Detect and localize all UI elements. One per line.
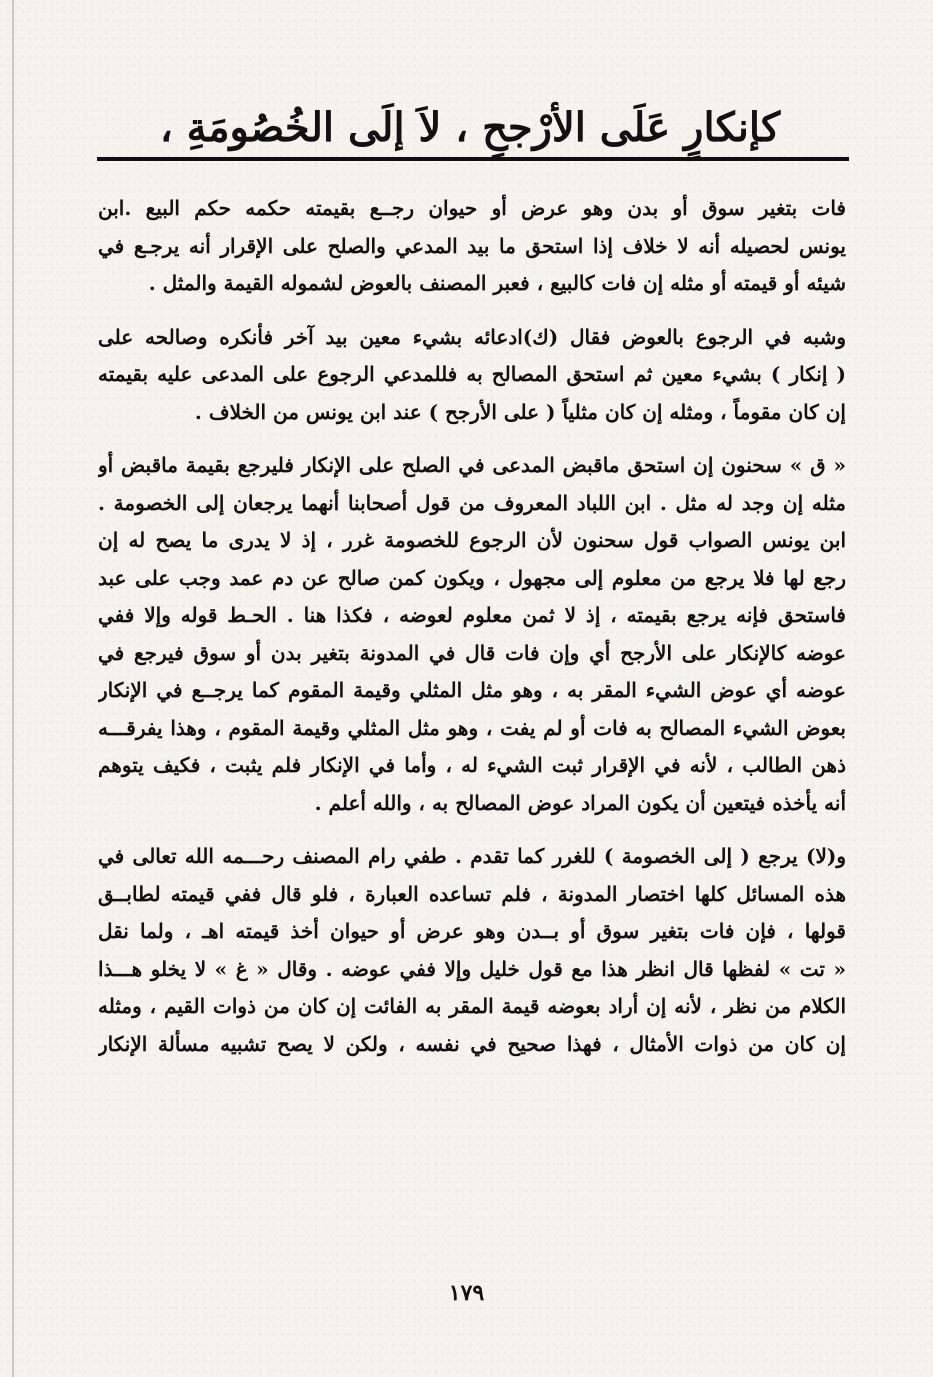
text-line: ابن يونس الصواب قول سحنون لأن الرجوع للخصومة غرر ، إذ لا يدرى ما يصح له إن	[98, 528, 846, 552]
text-line: وشبه في الرجوع بالعوض فقال (ك)ادعائه بشيء معين بيد آخر فأنكره وصالحه على	[98, 324, 846, 349]
page-header-title: كإنكارٍ عَلَى الأرْجحِ ، لاَ إلَى الخُصُومَةِ ،	[159, 104, 781, 151]
text-line: ( إنكار ) بشيء معين ثم استحق المصالح به فللمدعي الرجوع على المدعى عليه بقيمته	[98, 362, 846, 386]
paragraph-1	[98, 190, 846, 303]
text-line: يونس لحصيله أنه لا خلاف إذا استحق ما بيد المدعي والصلح على الإقرار أنه يرجـع في	[98, 233, 846, 258]
text-line: مثله إن وجد له مثل . ابن اللباد المعروف من قول أصحابنا أنهما يرجعان إلى الخصومة .	[98, 490, 846, 515]
paragraph-3	[98, 447, 846, 822]
text-line: هذه المسائل كلها اختصار المدونة ، فلم تساعده العبارة ، فلو قال ففي قيمته لطابــق	[98, 881, 846, 906]
binding-edge-line	[12, 0, 14, 1377]
text-line: ذهن الطالب ، لأنه في الإقرار ثبت الشيء له ، وأما في الإنكار فلم يثبت ، فكيف يتوهم	[98, 753, 846, 777]
header-rule	[97, 157, 849, 161]
text-line: أنه يأخذه فيتعين أن يكون المراد عوض المصالح به ، والله أعلم .	[314, 790, 846, 815]
page-number: ١٧٩	[448, 1280, 485, 1306]
paragraph-2	[98, 319, 846, 432]
text-line: فات بتغير سوق أو بدن وهو عرض أو حيوان رجــع بقيمته حكمه حكم البيع .ابن	[98, 196, 846, 220]
text-line: « ق » سحنون إن استحق ماقبض المدعى في الصلح على الإنكار فليرجع بقيمة ماقبض أو	[98, 453, 846, 477]
text-line: إن كان من ذوات الأمثال ، فهذا صحيح في نفسه ، ولكن لا يصح تشبيه مسألة الإنكار	[98, 1031, 846, 1056]
paragraph-4	[98, 838, 846, 1063]
body-text	[98, 190, 846, 1063]
text-line: إن كان مقوماً ، ومثله إن كان مثلياً ( على الأرجح ) عند ابن يونس من الخلاف .	[194, 399, 846, 424]
text-line: و(لا) يرجع ( إلى الخصومة ) للغرر كما تقدم . طفي رام المصنف رحـــمه الله تعالى في	[98, 844, 846, 868]
text-line: فاستحق فإنه يرجع بقيمته ، إذ لا ثمن معلوم لعوضه ، فكذا هنا . الحـط قوله وإلا ففي	[98, 603, 846, 627]
text-line: عوضه أي عوض الشيء المقر به ، وهو مثل المثلي وقيمة المقوم كما يرجــع في الإنكار	[98, 678, 846, 702]
text-line: شيئه أو قيمته أو مثله إن فات كالبيع ، فعبر المصنف بالعوض لشموله القيمة والمثل .	[148, 271, 846, 295]
text-line: بعوض الشيء المصالح به فات أو لم يفت ، وهو مثل المثلي وقيمة المقوم ، وهذا يفرقـــه	[98, 715, 846, 740]
text-line: الكلام من نظر ، لأنه إن أراد بعوضه قيمة المقر به الفائت إن كان من ذوات القيم ، ومثله	[98, 994, 846, 1018]
text-line: رجع لها فلا يرجع من معلوم إلى مجهول ، ويكون كمن صالح عن دم عمد وجب على عبد	[98, 565, 846, 590]
text-line: عوضه كالإنكار على الأرجح أي وإن فات قال في المدونة بتغير بدن أو سوق فيرجع في	[98, 640, 846, 665]
text-line: « تت » لفظها قال انظر هذا مع قول خليل وإلا ففي عوضه . وقال « غ » لا يخلو هـــذا	[98, 956, 846, 981]
text-line: قولها ، فإن فات بتغير سوق أو بــدن وهو عرض أو حيوان أخذ قيمته اهـ ، ولما نقل	[98, 919, 846, 943]
